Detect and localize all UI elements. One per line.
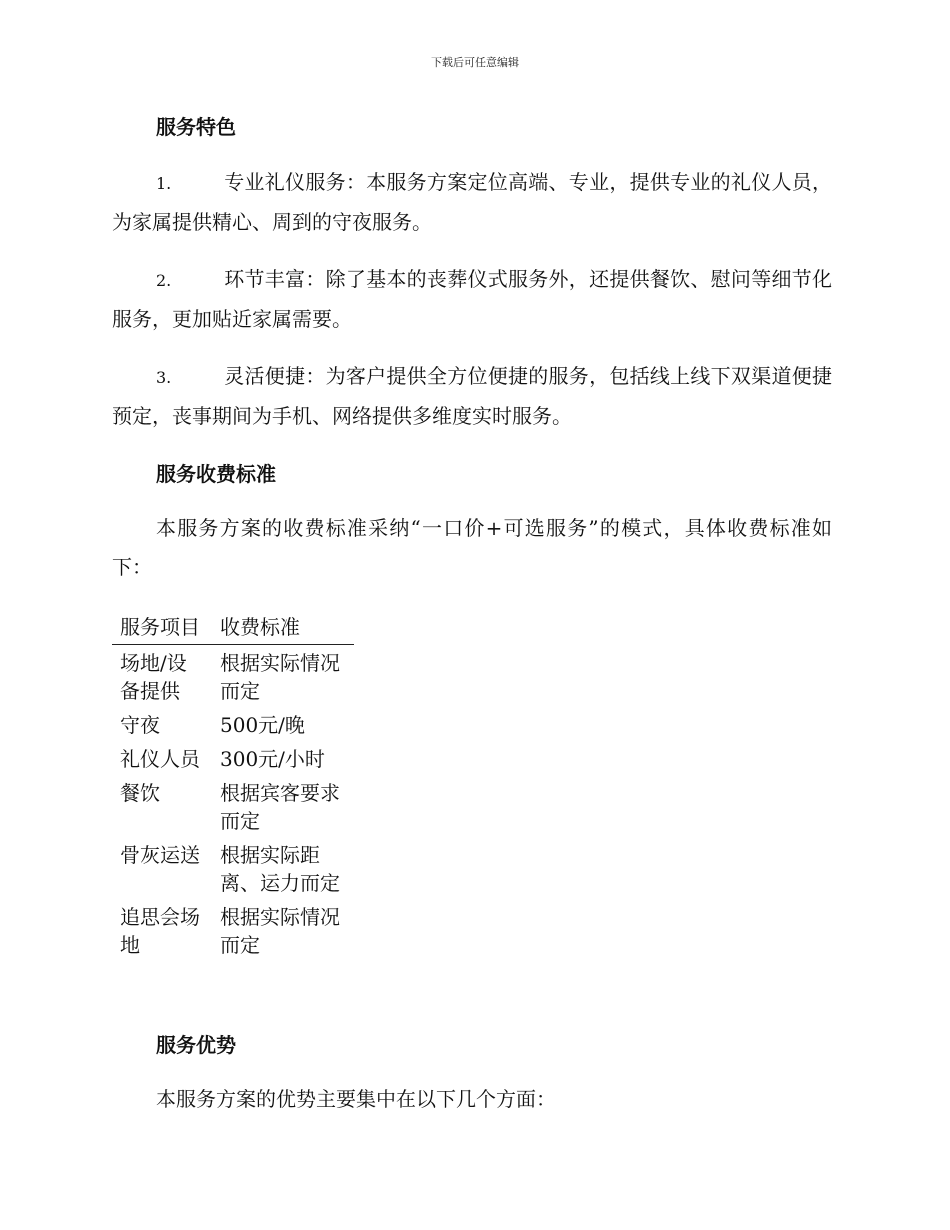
fee-table: [112, 613, 354, 961]
feature-item: [112, 260, 832, 339]
table-cell: 追思会场地: [120, 905, 200, 957]
item-text: 环节丰富：除了基本的丧葬仪式服务外，还提供餐饮、慰问等细节化服务，更加贴近家属需要。: [112, 267, 832, 331]
table-row: [112, 837, 354, 899]
table-row: [112, 899, 354, 961]
column-header-fee: 收费标准: [212, 613, 354, 645]
section-title-features: 服务特色: [156, 115, 236, 139]
table-cell: 根据实际情况而定: [220, 651, 340, 703]
table-cell: 500元/晚: [220, 713, 305, 737]
table-row: [112, 775, 354, 837]
table-cell: 根据实际距离、运力而定: [220, 843, 340, 895]
table-cell: 餐饮: [120, 781, 160, 805]
item-text: 专业礼仪服务：本服务方案定位高端、专业，提供专业的礼仪人员，为家属提供精心、周到的守夜服务。: [112, 170, 832, 234]
item-text: 灵活便捷：为客户提供全方位便捷的服务，包括线上线下双渠道便捷预定，丧事期间为手机、网络提供多维度实时服务。: [112, 364, 832, 428]
item-number: 2.: [156, 271, 172, 290]
table-cell: 守夜: [120, 713, 160, 737]
section-title-fees: 服务收费标准: [156, 462, 276, 486]
table-cell: 场地/设备提供: [120, 651, 187, 703]
page-header: 下载后可任意编辑: [431, 56, 519, 69]
table-cell: 300元/小时: [220, 747, 325, 771]
table-row: [112, 645, 354, 708]
advantages-intro-paragraph: 本服务方案的优势主要集中在以下几个方面：: [156, 1087, 556, 1111]
fees-intro-paragraph: 本服务方案的收费标准采纳“一口价+可选服务”的模式，具体收费标准如下：: [112, 516, 832, 579]
feature-item: [112, 163, 832, 242]
table-header-row: [112, 613, 354, 645]
table-cell: 礼仪人员: [120, 747, 200, 771]
item-number: 3.: [156, 368, 172, 387]
table-cell: 骨灰运送: [120, 843, 200, 867]
table-cell: 根据宾客要求而定: [220, 781, 340, 833]
feature-item: [112, 357, 832, 436]
table-row: [112, 707, 354, 741]
table-row: [112, 741, 354, 775]
column-header-service: 服务项目: [112, 613, 212, 645]
table-cell: 根据实际情况而定: [220, 905, 340, 957]
section-title-advantages: 服务优势: [156, 1033, 236, 1057]
item-number: 1.: [156, 174, 172, 193]
